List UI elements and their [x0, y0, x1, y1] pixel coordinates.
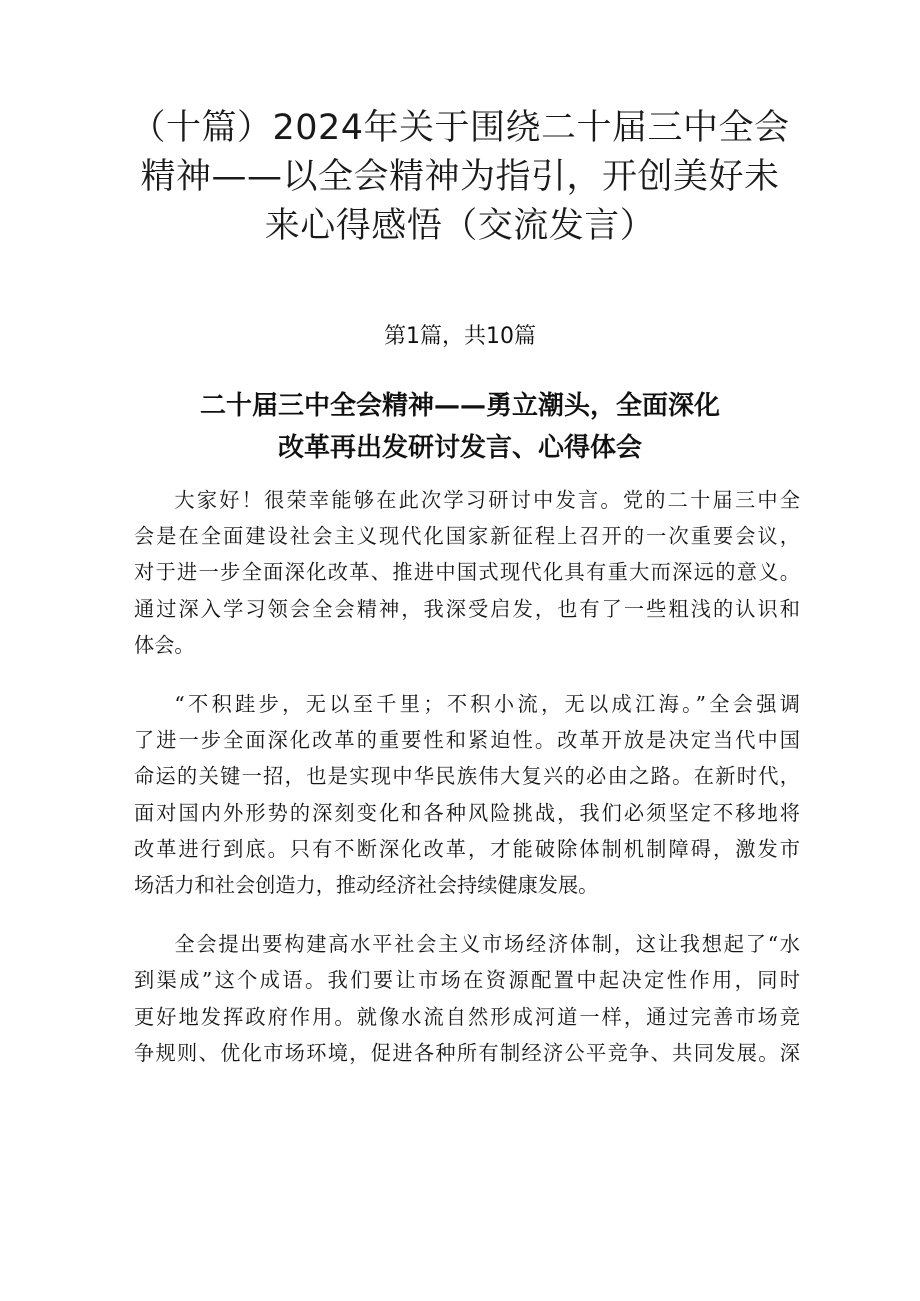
- section-title-line: 二十届三中全会精神——勇立潮头，全面深化: [199, 391, 720, 421]
- paragraph: [134, 686, 800, 903]
- paragraph-line: 大家好！很荣幸能够在此次学习研讨中发言。党的二十届三中全: [174, 488, 800, 512]
- paragraph-line: 到渠成”这个成语。我们要让市场在资源配置中起决定性作用，同时: [134, 968, 800, 993]
- paragraph-line: “不积跬步，无以至千里；不积小流，无以成江海。”全会强调: [174, 692, 800, 717]
- paragraph-line: 更好地发挥政府作用。就像水流自然形成河道一样，通过完善市场竞: [134, 1004, 800, 1029]
- body-text: [134, 482, 800, 1094]
- document-title-line: 来心得感悟（交流发言）: [264, 206, 656, 246]
- paragraph-line: 争规则、优化市场环境，促进各种所有制经济公平竞争、共同发展。深: [134, 1040, 800, 1065]
- paragraph-line: 改革进行到底。只有不断深化改革，才能破除体制机制障碍，激发市: [134, 836, 800, 861]
- paragraph: [134, 482, 800, 663]
- paragraph-line: 面对国内外形势的深刻变化和各种风险挑战，我们必须坚定不移地将: [134, 800, 800, 825]
- paragraph-line: 场活力和社会创造力，推动经济社会持续健康发展。: [134, 873, 599, 898]
- section-title: [120, 385, 800, 469]
- section-title-line: 改革再出发研讨发言、心得体会: [277, 433, 642, 463]
- paragraph-line: 通过深入学习领会全会精神，我深受启发，也有了一些粗浅的认识和: [134, 596, 800, 621]
- paragraph-line: 命运的关键一招，也是实现中华民族伟大复兴的必由之路。在新时代，: [134, 764, 800, 789]
- paragraph-line: 体会。: [134, 632, 195, 657]
- document-title: [100, 104, 820, 251]
- document-title-line: 精神——以全会精神为指引，开创美好未: [140, 157, 780, 197]
- paragraph-line: 会是在全面建设社会主义现代化国家新征程上召开的一次重要会议，: [134, 524, 800, 549]
- document-title-line: （十篇）2024年关于围绕二十届三中全会: [130, 108, 790, 148]
- paragraph: [134, 926, 800, 1071]
- paragraph-line: 对于进一步全面深化改革、推进中国式现代化具有重大而深远的意义。: [134, 560, 800, 585]
- paragraph-line: 全会提出要构建高水平社会主义市场经济体制，这让我想起了“水: [174, 932, 800, 957]
- part-label: 第1篇，共10篇: [384, 324, 536, 349]
- paragraph-line: 了进一步全面深化改革的重要性和紧迫性。改革开放是决定当代中国: [134, 728, 800, 753]
